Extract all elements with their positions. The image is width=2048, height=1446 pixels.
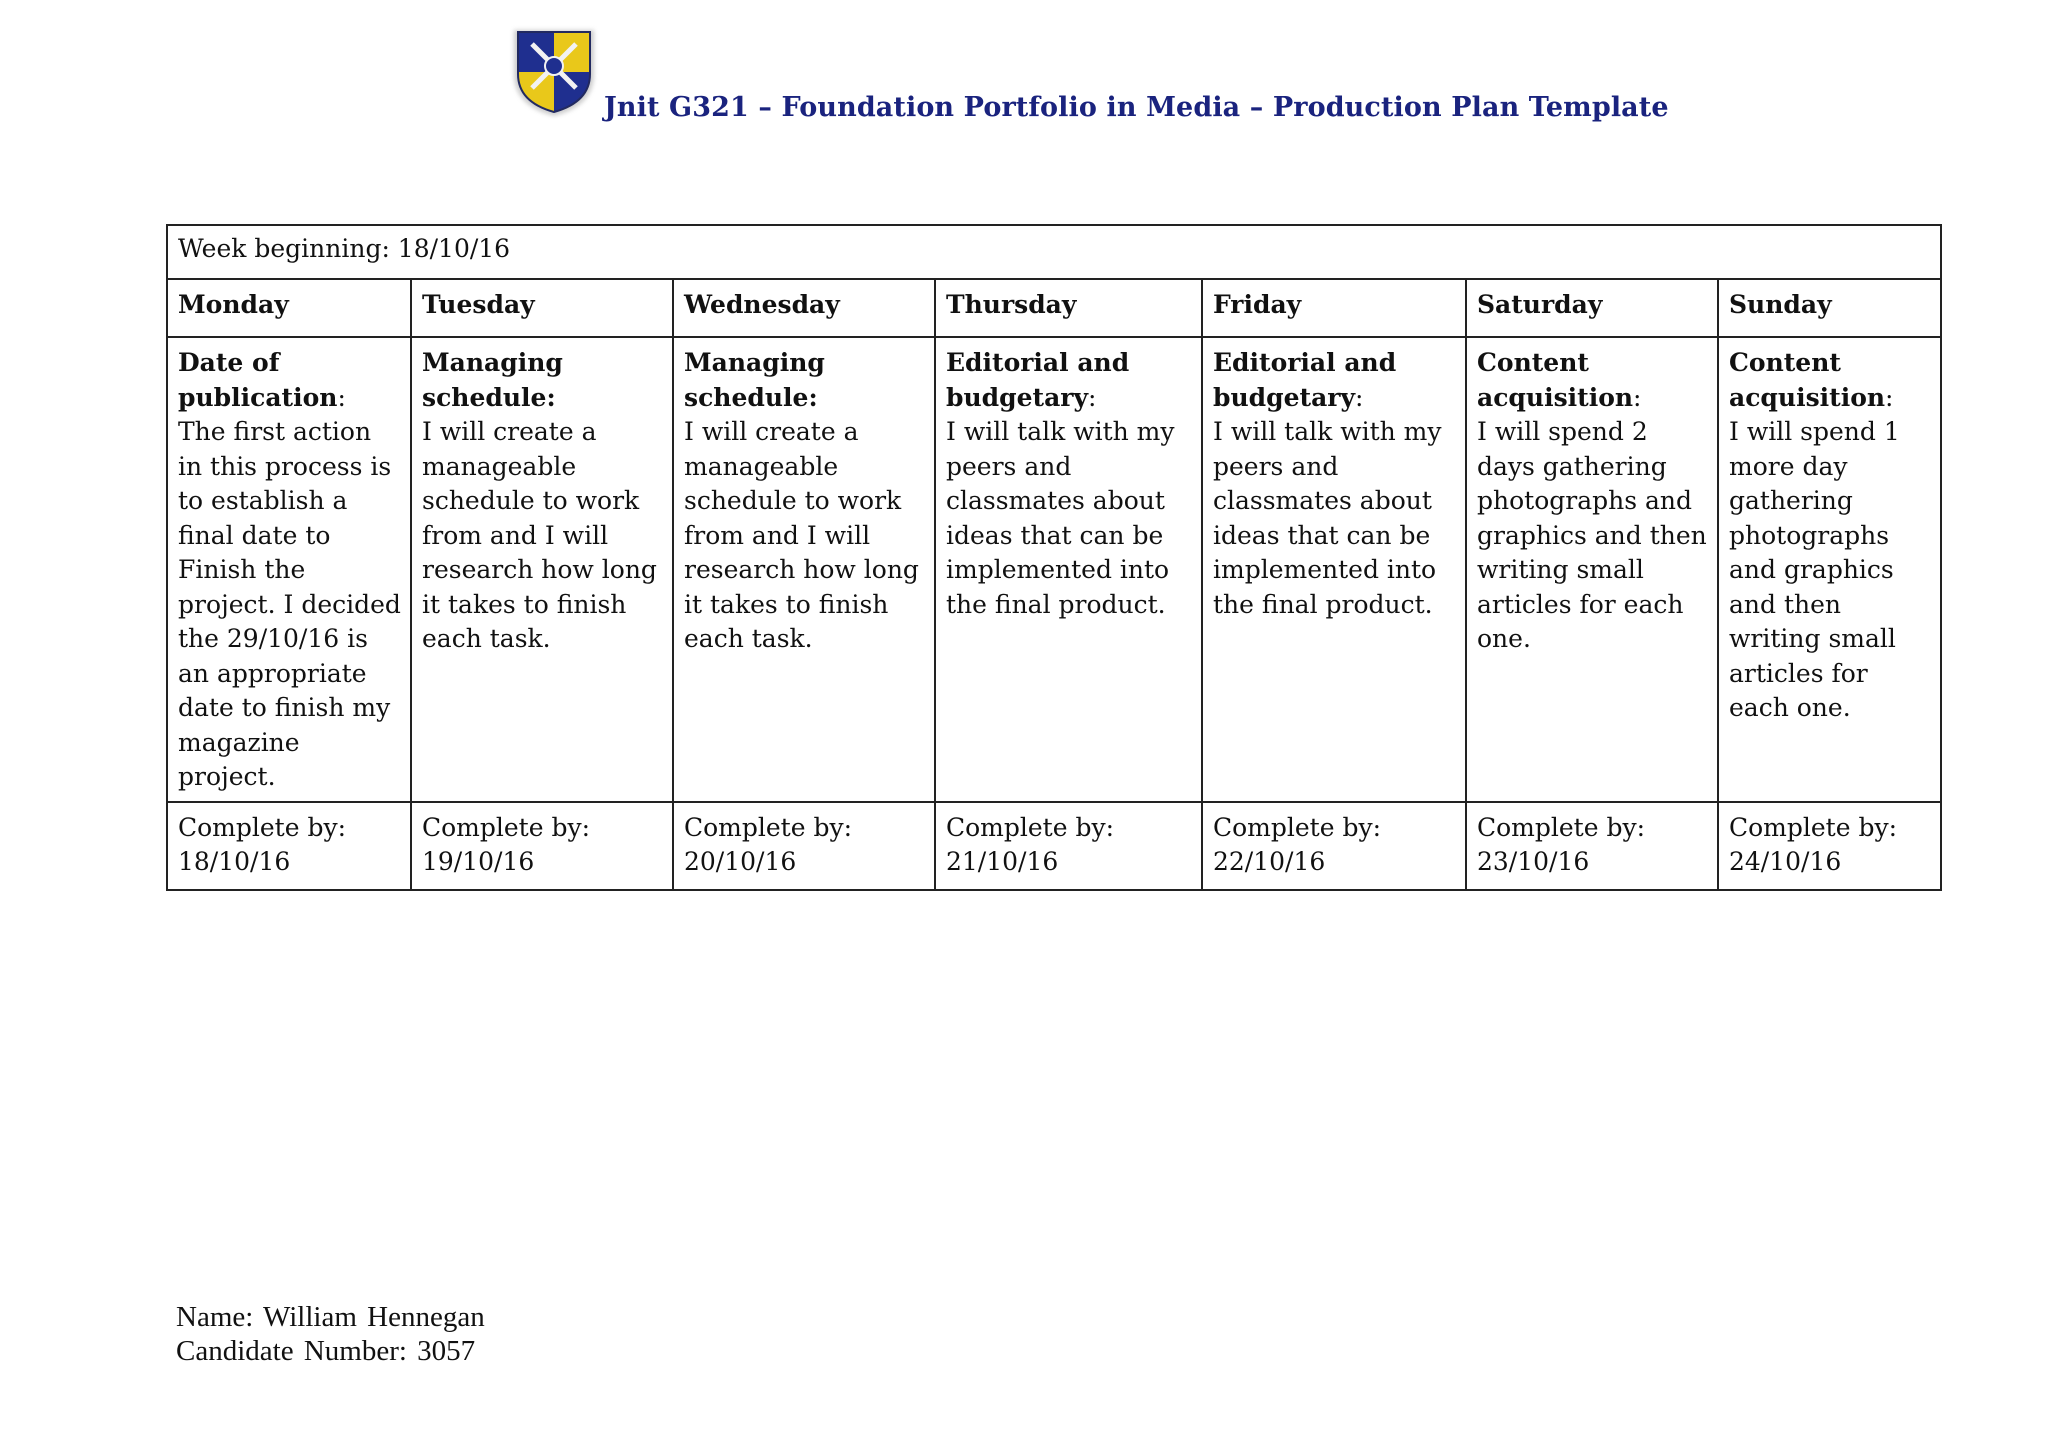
task-title: Managing schedule: bbox=[422, 348, 563, 412]
complete-label: Complete by: bbox=[178, 812, 347, 842]
day-header-monday: Monday bbox=[167, 279, 411, 337]
complete-by-wednesday bbox=[673, 802, 935, 890]
task-title: Content acquisition bbox=[1477, 348, 1634, 412]
day-header-thursday: Thursday bbox=[935, 279, 1202, 337]
day-header-tuesday: Tuesday bbox=[411, 279, 673, 337]
task-separator: : bbox=[1633, 382, 1642, 412]
candidate-name: Name: William Hennegan bbox=[176, 1301, 485, 1333]
production-plan-table bbox=[166, 224, 1942, 891]
day-header-sunday: Sunday bbox=[1718, 279, 1941, 337]
task-text: I will spend 1 more day gathering photographs and graphics and then writing small articles for each one. bbox=[1729, 417, 1900, 722]
task-text: I will spend 2 days gathering photographs and graphics and then writing small articles for each one. bbox=[1477, 417, 1707, 653]
task-cell-sunday bbox=[1718, 337, 1941, 802]
week-beginning: Week beginning: 18/10/16 bbox=[167, 225, 1941, 279]
task-text: The first action in this process is to establish a final date to Finish the project. I decided the 29/10/16 is an appropriate date to finish my magazine project. bbox=[178, 417, 401, 791]
complete-by-tuesday bbox=[411, 802, 673, 890]
candidate-info bbox=[176, 1300, 485, 1368]
week-row bbox=[167, 225, 1941, 279]
day-header-wednesday: Wednesday bbox=[673, 279, 935, 337]
day-header-saturday: Saturday bbox=[1466, 279, 1718, 337]
complete-date: 23/10/16 bbox=[1477, 847, 1590, 876]
task-cell-tuesday bbox=[411, 337, 673, 802]
day-header-friday: Friday bbox=[1202, 279, 1466, 337]
task-separator: : bbox=[1087, 382, 1097, 412]
complete-label: Complete by: bbox=[946, 812, 1115, 842]
task-cell-saturday bbox=[1466, 337, 1718, 802]
complete-label: Complete by: bbox=[1213, 812, 1382, 842]
complete-by-sunday bbox=[1718, 802, 1941, 890]
document-title: Jnit G321 – Foundation Portfolio in Media – Production Plan Template bbox=[604, 92, 1669, 123]
complete-date: 18/10/16 bbox=[178, 847, 291, 876]
complete-label: Complete by: bbox=[1729, 812, 1898, 842]
complete-by-thursday bbox=[935, 802, 1202, 890]
complete-label: Complete by: bbox=[422, 812, 591, 842]
school-crest-icon bbox=[508, 24, 600, 120]
task-title: Managing schedule: bbox=[684, 348, 825, 412]
page-header bbox=[0, 0, 2048, 160]
task-text: I will talk with my peers and classmates about ideas that can be implemented into the final product. bbox=[1213, 417, 1442, 619]
complete-date: 20/10/16 bbox=[684, 847, 797, 876]
task-title: Editorial and budgetary bbox=[1213, 348, 1397, 412]
task-separator: : bbox=[1354, 382, 1364, 412]
day-header-row bbox=[167, 279, 1941, 337]
task-text: I will create a manageable schedule to work from and I will research how long it takes to finish each task. bbox=[422, 417, 657, 653]
task-cell-monday bbox=[167, 337, 411, 802]
task-text: I will create a manageable schedule to work from and I will research how long it takes to finish each task. bbox=[684, 417, 919, 653]
candidate-number: Candidate Number: 3057 bbox=[176, 1335, 476, 1367]
complete-label: Complete by: bbox=[1477, 812, 1646, 842]
complete-by-friday bbox=[1202, 802, 1466, 890]
task-title: Date of publication bbox=[178, 348, 338, 412]
complete-date: 22/10/16 bbox=[1213, 847, 1326, 876]
complete-date: 19/10/16 bbox=[422, 847, 535, 876]
task-cell-wednesday bbox=[673, 337, 935, 802]
task-title: Editorial and budgetary bbox=[946, 348, 1130, 412]
task-row bbox=[167, 337, 1941, 802]
complete-date: 24/10/16 bbox=[1729, 847, 1842, 876]
complete-label: Complete by: bbox=[684, 812, 853, 842]
task-cell-friday bbox=[1202, 337, 1466, 802]
task-text: I will talk with my peers and classmates about ideas that can be implemented into the final product. bbox=[946, 417, 1175, 619]
task-title: Content acquisition bbox=[1729, 348, 1886, 412]
complete-date: 21/10/16 bbox=[946, 847, 1059, 876]
complete-by-saturday bbox=[1466, 802, 1718, 890]
task-separator: : bbox=[1885, 382, 1894, 412]
task-cell-thursday bbox=[935, 337, 1202, 802]
complete-by-row bbox=[167, 802, 1941, 890]
complete-by-monday bbox=[167, 802, 411, 890]
task-separator: : bbox=[337, 382, 346, 412]
